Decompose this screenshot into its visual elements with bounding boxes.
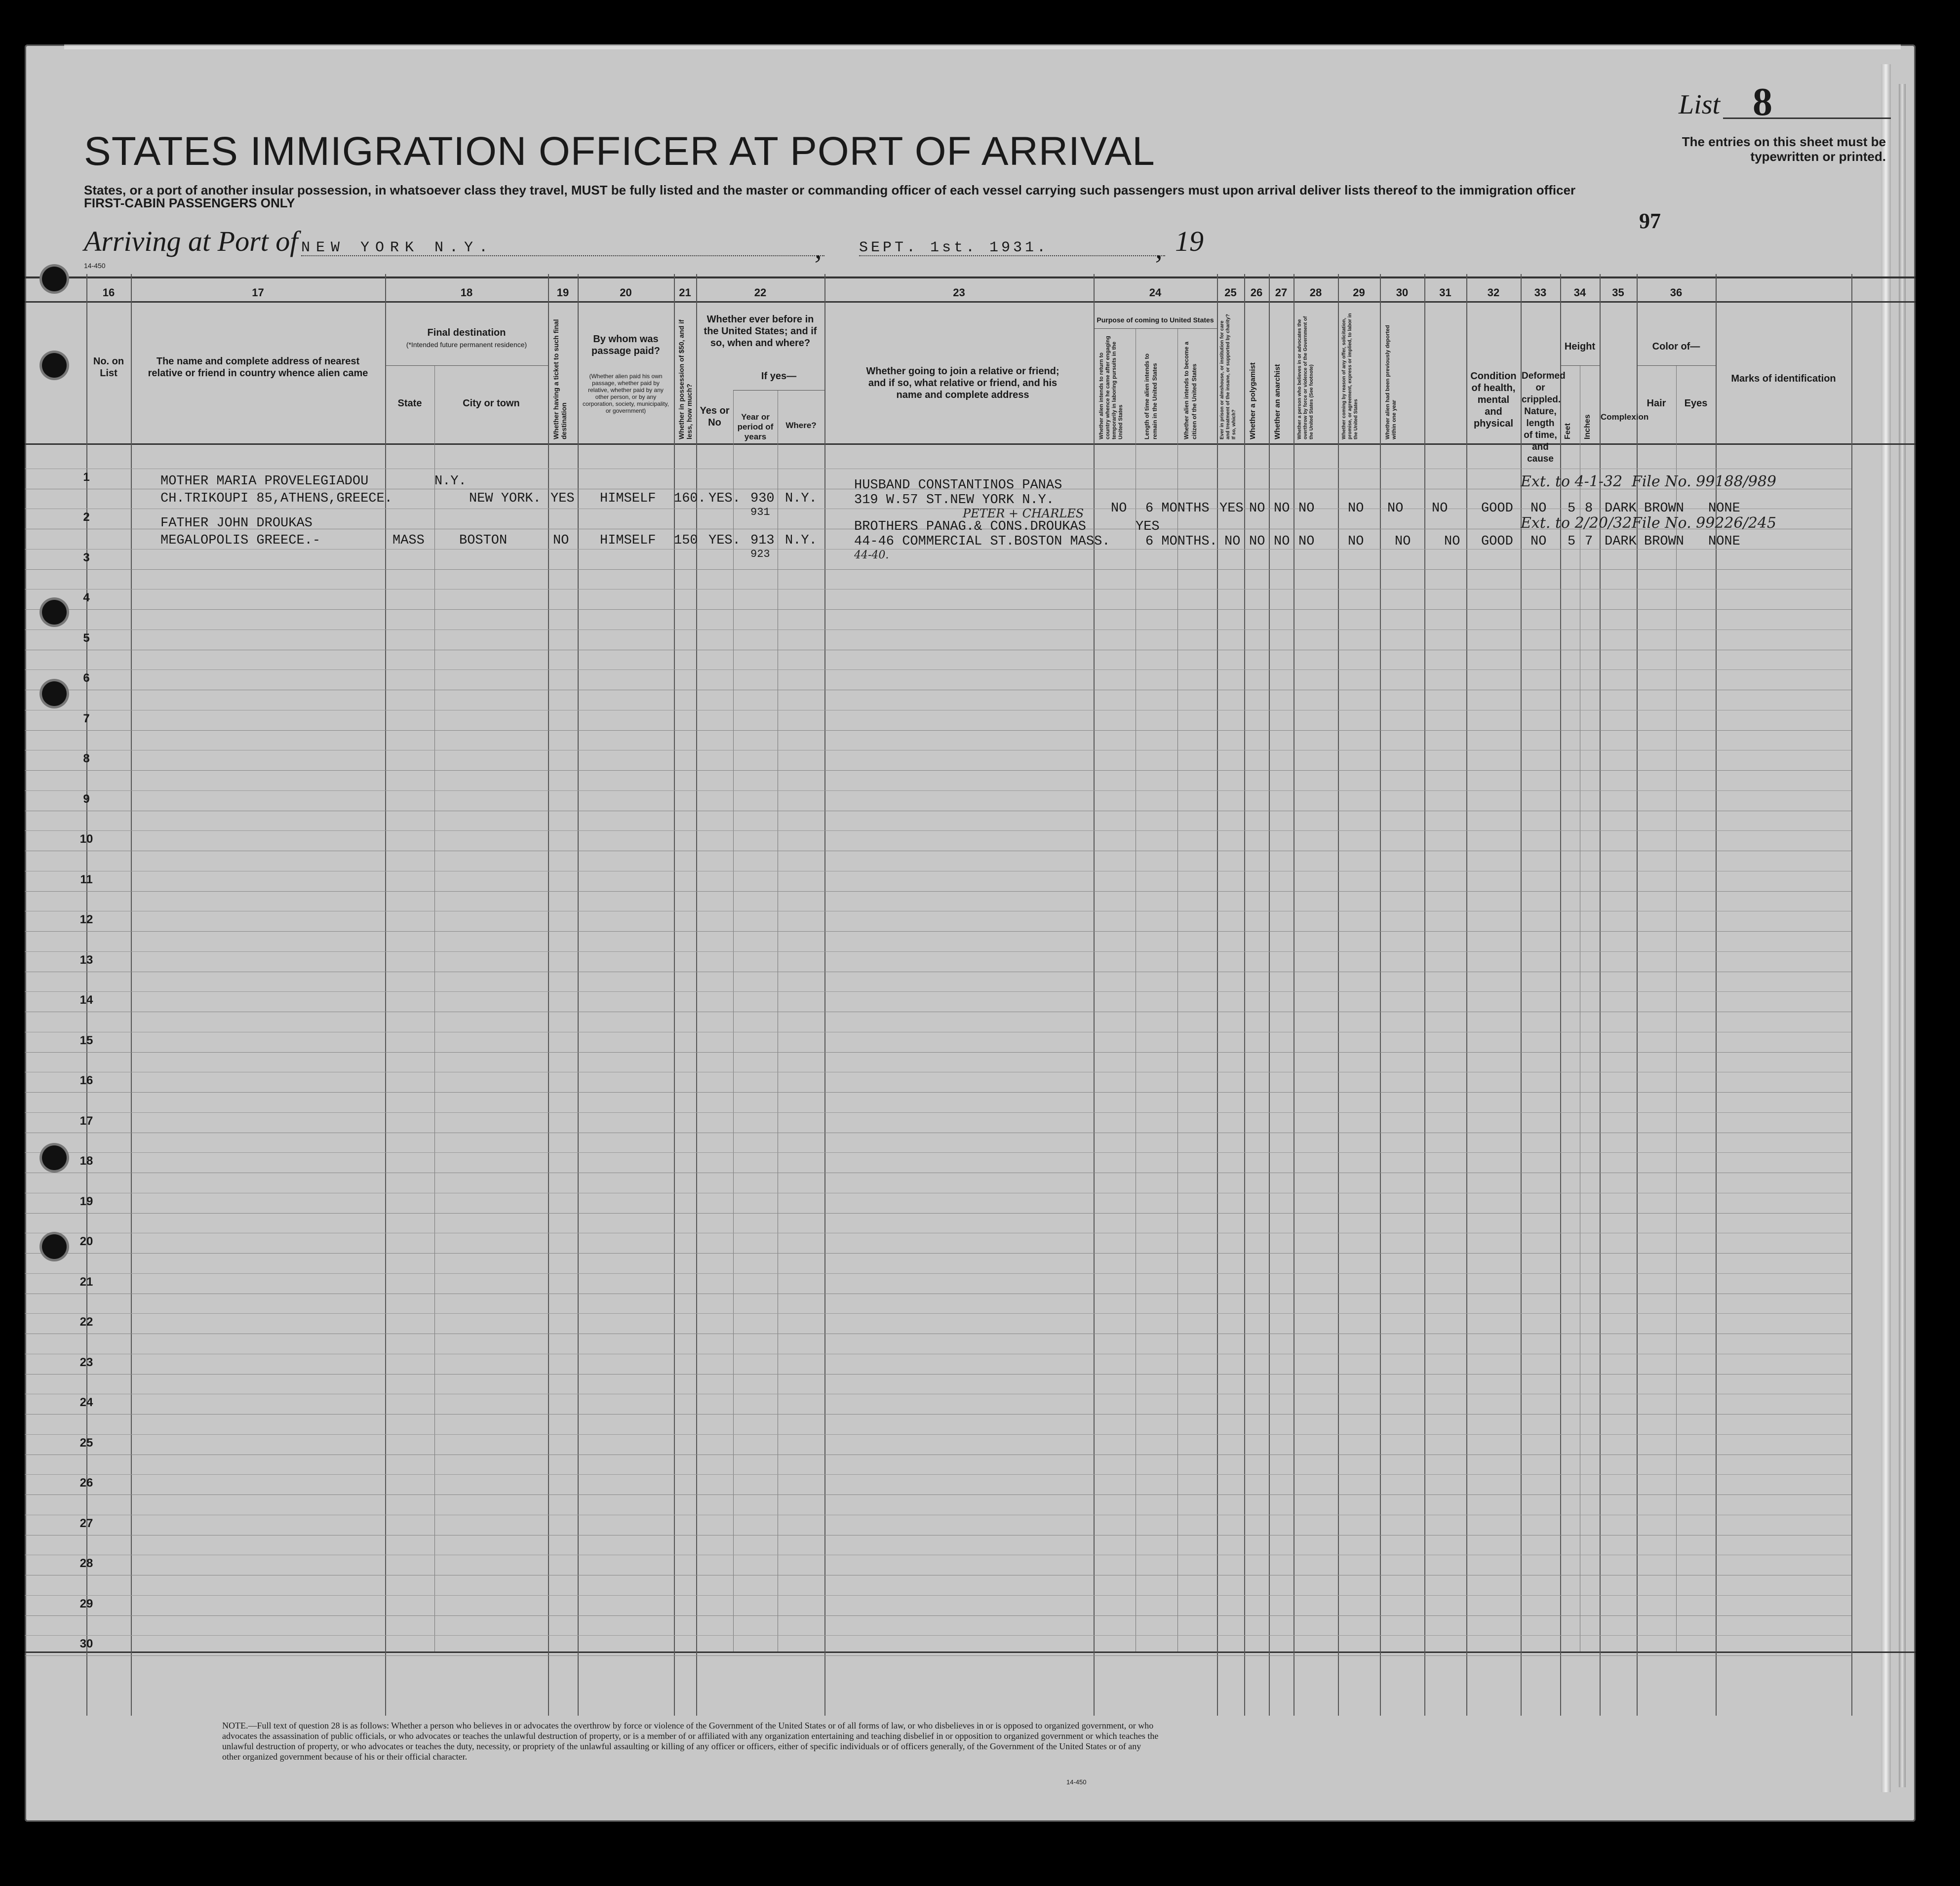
column-divider — [733, 390, 734, 1651]
row-number: 28 — [79, 1557, 93, 1571]
row2-state: MASS — [392, 533, 425, 548]
row2-ticket: NO — [553, 533, 569, 548]
form-instructions: States, or a port of another insular possession, in whatsoever class they travel, MUST be fully listed and the master or commanding officer of each vessel carrying such passengers must upon arrival deliver lists thereof to the immigration officer — [84, 183, 1576, 197]
header-nearest-relative: The name and complete address of nearest relative or friend in country whence alien came — [148, 356, 368, 379]
row1-join-line2: 319 W.57 ST.NEW YORK N.Y. — [854, 493, 1055, 508]
subheader-rule — [385, 365, 548, 366]
row2-relative-line2: MEGALOPOLIS GREECE.- — [160, 533, 321, 548]
header-state: State — [397, 398, 422, 409]
column-number: 30 — [1396, 286, 1409, 299]
row-number: 20 — [79, 1235, 93, 1249]
header-if-yes: If yes— — [761, 371, 797, 382]
column-divider — [578, 274, 579, 1716]
row-half-rule — [25, 629, 1851, 630]
row2-join-handwritten: PETER + CHARLES — [963, 507, 1084, 520]
column-number: 19 — [556, 286, 569, 299]
row-number: 19 — [79, 1194, 93, 1208]
header-color: Color of— — [1652, 341, 1700, 352]
row1-hair: BROWN — [1644, 501, 1685, 516]
column-number: 25 — [1224, 286, 1237, 299]
row-rule — [25, 1494, 1851, 1495]
row-number: 7 — [83, 711, 90, 725]
row1-relative-line1: MOTHER MARIA PROVELEGIADOU — [160, 474, 369, 489]
row1-state: N.Y. — [434, 474, 467, 489]
row-number: 11 — [80, 872, 93, 886]
year-prefix: 19 — [1175, 225, 1204, 257]
row1-health: GOOD — [1481, 501, 1513, 516]
manifest-sheet — [25, 44, 1916, 1822]
row1-marks: NONE — [1708, 501, 1740, 516]
row-half-rule — [25, 1434, 1851, 1435]
header-deported: Whether alien had been previously deported within one year — [1385, 325, 1397, 439]
typewritten-note: The entries on this sheet must be typewritten or printed. — [1682, 134, 1886, 164]
row1-ticket: YES — [550, 491, 575, 506]
column-divider — [548, 274, 549, 1716]
header-feet: Feet — [1564, 423, 1572, 439]
row-number: 25 — [79, 1436, 93, 1450]
column-divider — [1600, 274, 1601, 1716]
column-number: 34 — [1573, 286, 1586, 299]
header-length-stay: Length of time alien intends to remain in the United States — [1143, 354, 1158, 439]
row1-passage: HIMSELF — [600, 491, 656, 506]
row1-anarchist: NO — [1298, 501, 1315, 516]
row1-relative-line2: CH.TRIKOUPI 85,ATHENS,GREECE. — [160, 491, 392, 506]
row-rule — [25, 1615, 1851, 1616]
row-half-rule — [25, 1595, 1851, 1596]
header-list-number: No. on List — [93, 356, 124, 379]
row-rule — [25, 569, 1851, 570]
column-number: 31 — [1439, 286, 1451, 299]
row2-complexion: DARK — [1605, 534, 1637, 549]
row-number: 5 — [83, 631, 90, 645]
list-underline — [1723, 118, 1891, 119]
column-divider — [1716, 274, 1717, 1716]
column-number: 35 — [1612, 286, 1624, 299]
column-number: 21 — [679, 286, 691, 299]
row-half-rule — [25, 1313, 1851, 1314]
header-eyes: Eyes — [1684, 398, 1708, 409]
row-rule — [25, 730, 1851, 731]
row-half-rule — [25, 830, 1851, 831]
header-citizen-intent: Whether alien intends to become a citizen of the United States — [1183, 341, 1198, 439]
column-divider — [385, 274, 386, 1716]
header-complexion: Complexion — [1601, 412, 1649, 422]
header-ticket: Whether having a ticket to such final destination — [552, 319, 568, 439]
row2-labor: NO — [1395, 534, 1411, 549]
header-before-yes-no: Yes or No — [700, 405, 730, 428]
row2-hair: BROWN — [1644, 534, 1685, 549]
row-half-rule — [25, 1112, 1851, 1113]
column-divider — [434, 365, 435, 1651]
row-number: 18 — [79, 1154, 93, 1168]
column-number: 28 — [1309, 286, 1322, 299]
column-divider — [1466, 274, 1467, 1716]
separator-comma: , — [1155, 233, 1163, 265]
row1-feet: 5 — [1568, 501, 1576, 516]
column-divider — [1676, 365, 1677, 1651]
row-number: 1 — [83, 470, 90, 484]
row-number: 16 — [79, 1074, 93, 1088]
row1-return-intent: NO — [1111, 501, 1127, 516]
row-rule — [25, 1374, 1851, 1375]
column-divider — [131, 274, 132, 1716]
row2-marks: NONE — [1708, 534, 1740, 549]
header-hair: Hair — [1646, 398, 1666, 409]
header-prison: Ever in prison or almshouse, or institution for care and treatment of the insane, or supported by charity? If so, which? — [1219, 314, 1237, 439]
port-dotted-line — [301, 255, 824, 256]
row-rule — [25, 1213, 1851, 1214]
subheader-rule — [733, 390, 824, 391]
header-marks: Marks of identification — [1731, 373, 1836, 384]
column-number: 23 — [953, 286, 965, 299]
column-number: 26 — [1250, 286, 1263, 299]
header-height: Height — [1564, 341, 1596, 352]
row-number: 15 — [79, 1033, 93, 1047]
column-number-rule — [25, 301, 1916, 303]
footnote: NOTE.—Full text of question 28 is as follows: Whether a person who believes in or advocates the overthrow by force or violence of the Government of the United States or of all forms of law, or who disbelieves in or is opposed to organized government, or who advocates the assassination of public officials, or who advocates or teaches the unlawful destruction of property, or is a member of or affiliated with any organization entertaining and teaching disbelief in or opposition to organized government or which teaches the unlawful destruction of property, or who advocates or teaches the duty, necessity, or propriety of the unlawful assaulting or killing of any officer or officers, either of specific individuals or of officers generally, of the Government of the United States or of any other organized government because of his or their official character. — [222, 1721, 1159, 1762]
row-rule — [25, 1655, 1851, 1656]
stacked-pages-edge — [1899, 84, 1906, 1787]
column-divider — [1269, 274, 1270, 1716]
row2-passage: HIMSELF — [600, 533, 656, 548]
header-overthrow: Whether a person who believes in or advocates the overthrow by force or violence of the Government of the United States (See footnote) — [1297, 316, 1314, 439]
row-number: 8 — [83, 752, 90, 766]
list-label: List — [1679, 89, 1721, 120]
row1-overthrow: NO — [1348, 501, 1364, 516]
column-number: 24 — [1149, 286, 1162, 299]
arrival-date: SEPT. 1st. 1931. — [859, 239, 1049, 256]
row2-join-line1: BROTHERS PANAG.& CONS.DROUKAS — [854, 519, 1086, 534]
row2-money: 150 — [674, 533, 698, 548]
header-passage-paid: By whom was passage paid? — [591, 334, 660, 356]
row1-inches: 8 — [1585, 501, 1593, 516]
form-title: STATES IMMIGRATION OFFICER AT PORT OF ARRIVAL — [84, 129, 1155, 174]
column-divider — [1851, 274, 1852, 1716]
row2-overthrow: NO — [1348, 534, 1364, 549]
row1-length: 6 MONTHS — [1145, 501, 1210, 516]
row-rule — [25, 1052, 1851, 1053]
row-number: 4 — [83, 591, 90, 605]
subheader-rule — [1094, 328, 1217, 329]
row-number: 13 — [79, 953, 93, 967]
column-divider — [1338, 274, 1339, 1716]
row2-feet: 5 — [1568, 534, 1576, 549]
row2-join-line2: 44-46 COMMERCIAL ST.BOSTON MASS. — [854, 534, 1110, 549]
row-half-rule — [25, 991, 1851, 992]
column-number: 20 — [620, 286, 632, 299]
column-divider — [1424, 274, 1425, 1716]
row-half-rule — [25, 1273, 1851, 1274]
paper-edge — [64, 44, 1901, 49]
header-final-destination-note: (*Intended future permanent residence) — [406, 341, 527, 349]
column-number: 33 — [1534, 286, 1547, 299]
row2-prison: NO — [1249, 534, 1265, 549]
row-rule — [25, 770, 1851, 771]
column-number: 32 — [1487, 286, 1500, 299]
stacked-pages-edge — [1881, 64, 1891, 1792]
header-deformed: Deformed or crippled. Nature, length of time, and cause — [1522, 371, 1566, 464]
table-top-rule — [25, 276, 1916, 278]
column-number: 36 — [1670, 286, 1683, 299]
header-join-relative: Whether going to join a relative or friend; and if so, what relative or friend, and his name and complete address — [866, 366, 1059, 400]
row2-year-second: 923 — [750, 548, 770, 560]
row-half-rule — [25, 951, 1851, 952]
header-labor-offer: Whether coming by reason of any offer, solicitation, promise, or agreement, express or implied, to labor in the United States — [1341, 313, 1359, 439]
header-anarchist: Whether an anarchist — [1273, 364, 1282, 439]
binder-hole — [42, 681, 67, 706]
row2-city: BOSTON — [459, 533, 508, 548]
subheader-rule — [1637, 365, 1716, 366]
row-number: 23 — [79, 1355, 93, 1369]
row-number: 10 — [79, 832, 93, 846]
column-number: 29 — [1353, 286, 1365, 299]
row2-where: N.Y. — [785, 533, 817, 548]
row-number: 27 — [79, 1516, 93, 1530]
column-divider — [1380, 274, 1381, 1716]
row1-citizen: YES — [1219, 501, 1244, 516]
row-rule — [25, 931, 1851, 932]
header-money: Whether in possession of $50, and if less, how much? — [677, 319, 693, 439]
column-divider — [1217, 274, 1218, 1716]
separator-comma: , — [815, 233, 822, 265]
column-number: 27 — [1275, 286, 1288, 299]
row-number: 3 — [83, 550, 90, 564]
subheader-rule — [1560, 365, 1600, 366]
row-rule — [25, 891, 1851, 892]
row2-citizen: NO — [1224, 534, 1241, 549]
column-divider — [1244, 274, 1245, 1716]
header-where: Where? — [785, 421, 817, 430]
row2-polygamist: NO — [1274, 534, 1290, 549]
row-half-rule — [25, 1152, 1851, 1153]
table-bottom-rule — [25, 1651, 1916, 1653]
row1-polygamist: NO — [1274, 501, 1290, 516]
row2-relative-line1: FATHER JOHN DROUKAS — [160, 516, 313, 531]
binder-hole — [42, 1234, 67, 1259]
port-value: NEW YORK N.Y. — [301, 239, 494, 256]
row-half-rule — [25, 790, 1851, 791]
row-number: 17 — [79, 1114, 93, 1128]
row-number: 21 — [79, 1275, 93, 1289]
row-number: 22 — [79, 1315, 93, 1329]
row1-before: YES. — [708, 491, 741, 506]
row-number: 12 — [79, 913, 93, 927]
header-ever-before: Whether ever before in the United States; and if so, when and where? — [704, 314, 817, 349]
row2-file-number: File No. 99226/245 — [1632, 514, 1776, 532]
binder-hole — [42, 353, 67, 378]
row-number: 26 — [79, 1476, 93, 1490]
class-label: FIRST-CABIN PASSENGERS ONLY — [84, 196, 295, 210]
row2-year: 913 — [750, 533, 775, 548]
form-code: 14-450 — [84, 262, 106, 270]
column-divider — [696, 274, 697, 1716]
row1-year-second: 931 — [750, 506, 770, 518]
binder-hole — [42, 600, 67, 625]
column-number: 22 — [754, 286, 767, 299]
row-rule — [25, 1092, 1851, 1093]
row1-deformed: NO — [1530, 501, 1547, 516]
footnote-code: 14-450 — [1066, 1778, 1087, 1786]
column-number: 17 — [252, 286, 264, 299]
binder-hole — [42, 267, 67, 291]
row1-file-number: File No. 99188/989 — [1632, 473, 1776, 490]
header-health: Condition of health, mental and physical — [1470, 371, 1517, 429]
row-number: 2 — [83, 511, 90, 524]
row2-deported: NO — [1444, 534, 1460, 549]
row-half-rule — [25, 1635, 1851, 1636]
row1-year: 930 — [750, 491, 775, 506]
row-rule — [25, 1253, 1851, 1254]
row2-return-intent: YES — [1136, 519, 1160, 534]
row1-complexion: DARK — [1605, 501, 1637, 516]
row2-extension: Ext. to 2/20/32 — [1521, 514, 1632, 532]
row2-inches: 7 — [1585, 534, 1593, 549]
column-divider — [1521, 274, 1522, 1716]
header-polygamist: Whether a polygamist — [1249, 362, 1257, 439]
row-number: 30 — [79, 1637, 93, 1651]
header-passage-paid-note: (Whether alien paid his own passage, whether paid by relative, whether paid by any other person, or by any corporation, society, municipality, or government) — [583, 373, 669, 414]
row1-prison: NO — [1249, 501, 1265, 516]
row-number: 9 — [83, 792, 90, 806]
row-rule — [25, 1454, 1851, 1455]
list-number: 8 — [1753, 80, 1772, 124]
row2-health: GOOD — [1481, 534, 1513, 549]
header-purpose: Purpose of coming to United States — [1097, 316, 1214, 324]
row1-join-line1: HUSBAND CONSTANTINOS PANAS — [854, 478, 1062, 493]
row1-extension: Ext. to 4-1-32 — [1521, 473, 1623, 490]
column-divider — [824, 274, 825, 1716]
column-divider — [1177, 328, 1178, 1651]
row2-anarchist: NO — [1298, 534, 1315, 549]
row1-deported: NO — [1432, 501, 1448, 516]
header-bottom-rule — [25, 443, 1916, 445]
row2-length: 6 MONTHS. — [1145, 534, 1217, 549]
header-year: Year or period of years — [737, 412, 774, 441]
column-divider — [1094, 274, 1095, 1716]
row1-where: N.Y. — [785, 491, 817, 506]
arriving-label: Arriving at Port of — [84, 225, 298, 257]
row-half-rule — [25, 1474, 1851, 1475]
row1-city: NEW YORK. — [469, 491, 541, 506]
header-city: City or town — [463, 398, 520, 409]
row-rule — [25, 609, 1851, 610]
row-number: 6 — [83, 671, 90, 685]
column-divider — [674, 274, 675, 1716]
header-final-destination: Final destination — [427, 327, 506, 338]
row2-before: YES. — [708, 533, 741, 548]
row-half-rule — [25, 669, 1851, 670]
column-number: 18 — [460, 286, 473, 299]
column-number: 16 — [102, 286, 115, 299]
column-divider — [1560, 274, 1561, 1716]
row-number: 14 — [79, 993, 93, 1007]
column-divider — [1637, 274, 1638, 1716]
header-inches: Inches — [1583, 414, 1592, 439]
row2-join-handwritten-number: 44-40. — [854, 549, 889, 561]
header-return-intent: Whether alien intends to return to country whence he came after engaging temporarily in laboring pursuits in the United States — [1098, 336, 1124, 439]
row1-money: 160. — [674, 491, 706, 506]
row1-labor: NO — [1387, 501, 1404, 516]
binder-hole — [42, 1145, 67, 1170]
row-number: 29 — [79, 1597, 93, 1611]
row2-deformed: NO — [1530, 534, 1547, 549]
date-dotted-line — [859, 255, 1165, 256]
page-number: 97 — [1639, 209, 1661, 233]
row-number: 24 — [79, 1396, 93, 1410]
